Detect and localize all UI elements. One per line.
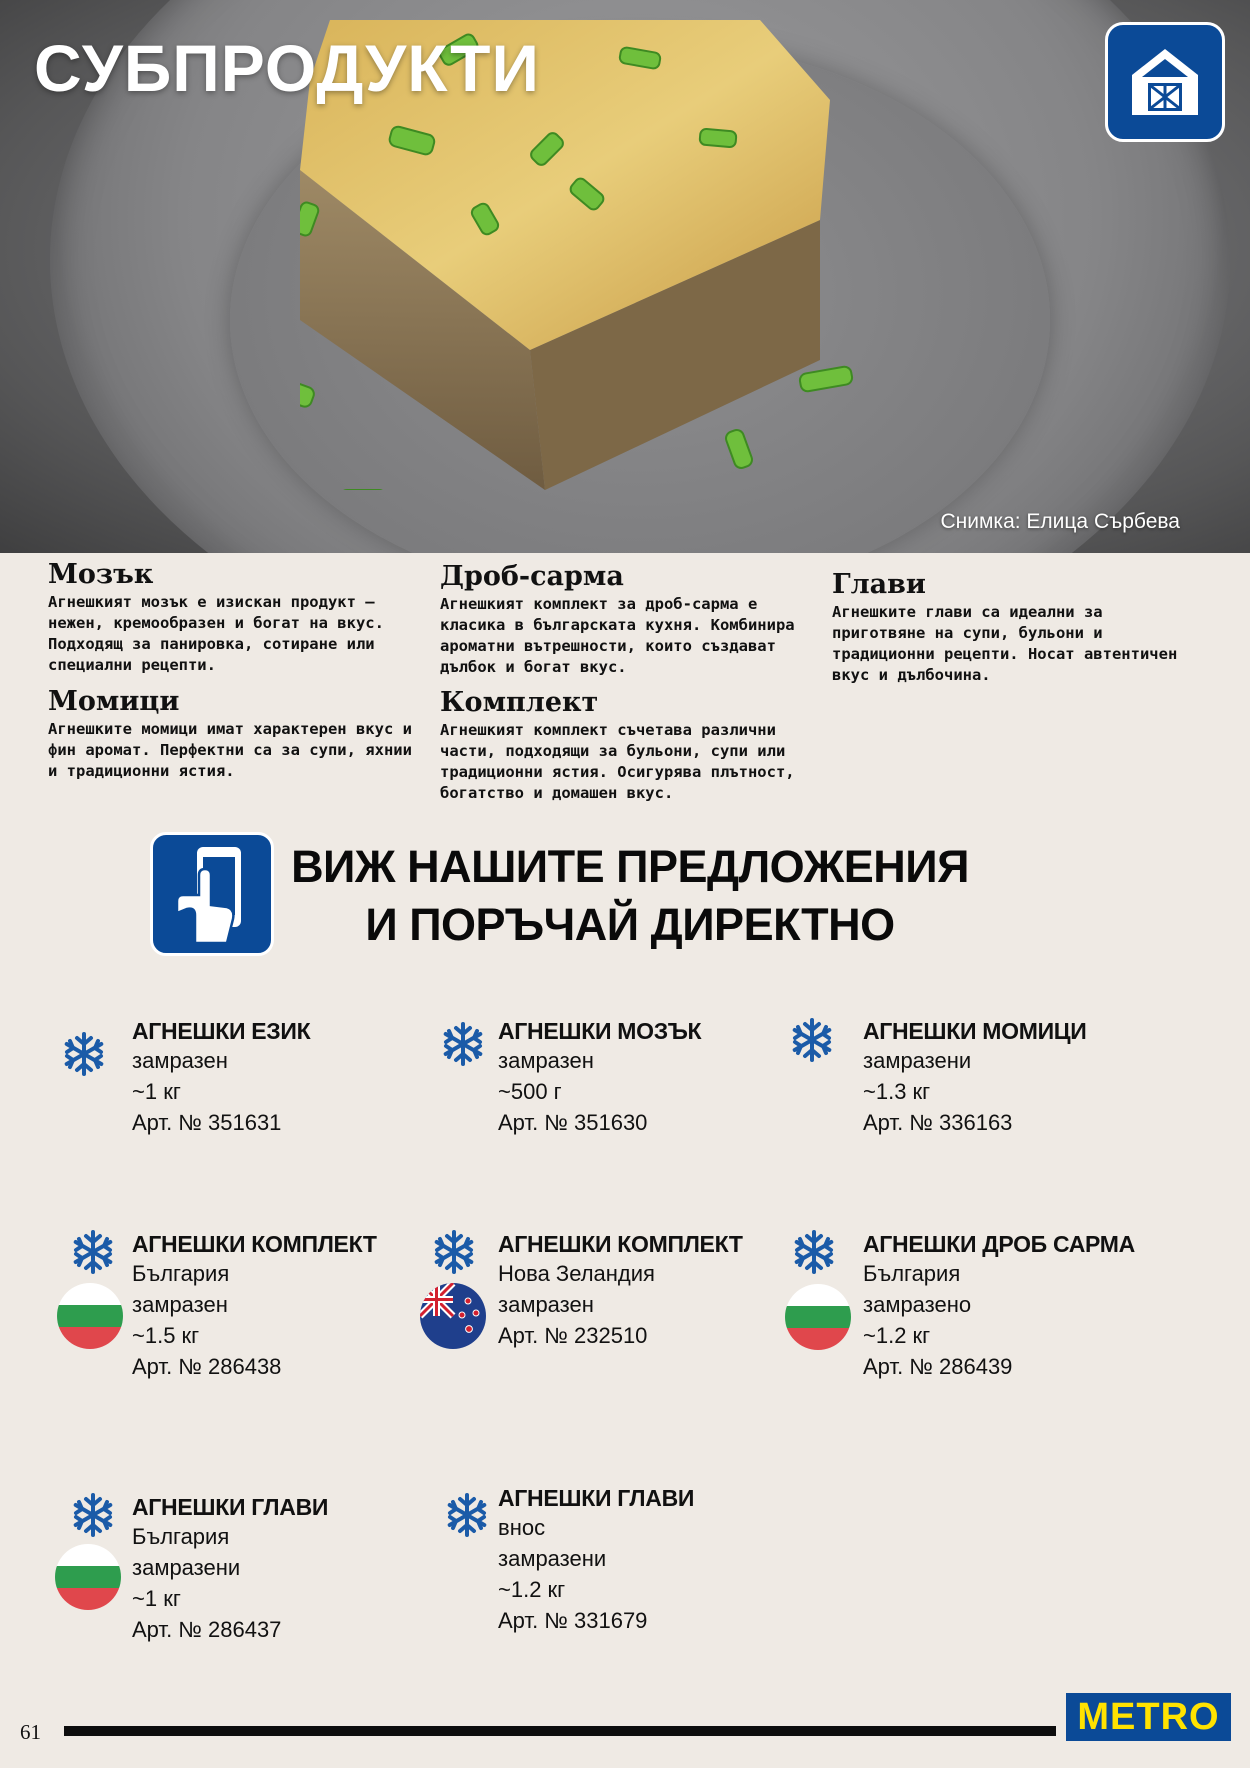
product-detail: България bbox=[132, 1261, 230, 1286]
product-lamb-brain bbox=[498, 1017, 701, 1138]
product-detail: замразени bbox=[863, 1048, 972, 1073]
product-name: АГНЕШКИ ГЛАВИ bbox=[498, 1485, 695, 1511]
product-detail: Арт. № 286438 bbox=[132, 1354, 282, 1379]
product-detail: ~1 кг bbox=[132, 1079, 181, 1104]
frozen-snowflake-icon bbox=[792, 1230, 836, 1274]
frozen-snowflake-icon bbox=[71, 1230, 115, 1274]
product-detail: Арт. № 286439 bbox=[863, 1354, 1013, 1379]
product-lamb-heads-import bbox=[498, 1484, 694, 1636]
frozen-snowflake-icon bbox=[62, 1032, 106, 1076]
order-cta bbox=[290, 838, 970, 954]
new-zealand-flag-icon bbox=[420, 1283, 486, 1349]
product-detail: Арт. № 351631 bbox=[132, 1110, 282, 1135]
product-detail: замразен bbox=[132, 1048, 228, 1073]
product-detail: замразено bbox=[863, 1292, 972, 1317]
frozen-snowflake-icon bbox=[790, 1018, 834, 1062]
desc-sweetbreads bbox=[48, 687, 413, 782]
frozen-snowflake-icon bbox=[441, 1022, 485, 1066]
desc-drob-sarma bbox=[440, 562, 805, 678]
product-detail: Арт. № 286437 bbox=[132, 1617, 282, 1642]
product-detail: внос bbox=[498, 1515, 546, 1540]
product-name: АГНЕШКИ МОМИЦИ bbox=[863, 1018, 1087, 1044]
product-detail: Арт. № 351630 bbox=[498, 1110, 648, 1135]
bulgaria-flag-icon bbox=[55, 1544, 121, 1610]
order-cta-line2: И ПОРЪЧАЙ ДИРЕКТНО bbox=[365, 899, 895, 950]
hero-image bbox=[0, 0, 1250, 553]
desc-heading: Дроб-сарма bbox=[440, 561, 624, 592]
barn-badge bbox=[1105, 22, 1225, 142]
page-number: 61 bbox=[20, 1720, 41, 1744]
product-detail: ~1.3 кг bbox=[863, 1079, 931, 1104]
desc-text: Агнешките момици имат характерен вкус и фин аромат. Перфектни са за супи, яхнии и традиционни ястия. bbox=[48, 720, 412, 780]
product-detail: България bbox=[863, 1261, 961, 1286]
product-detail: Арт. № 331679 bbox=[498, 1608, 648, 1633]
product-detail: замразен bbox=[498, 1048, 594, 1073]
desc-text: Агнешкият мозък е изискан продукт – нежен, кремообразен и богат на вкус. Подходящ за панировка, сотиране или специални рецепти. bbox=[48, 593, 384, 674]
product-detail: България bbox=[132, 1524, 230, 1549]
metro-logo bbox=[1066, 1693, 1231, 1741]
product-detail: замразени bbox=[498, 1546, 607, 1571]
phone-tap-icon bbox=[165, 845, 261, 945]
product-detail: замразен bbox=[498, 1292, 594, 1317]
product-lamb-sweetbreads bbox=[863, 1017, 1087, 1138]
product-lamb-set-bg bbox=[132, 1230, 377, 1382]
product-detail: ~1 кг bbox=[132, 1586, 181, 1611]
product-name: АГНЕШКИ МОЗЪК bbox=[498, 1018, 702, 1044]
footer-divider bbox=[64, 1726, 1056, 1736]
desc-heading: Момици bbox=[48, 686, 180, 717]
order-badge[interactable] bbox=[150, 832, 274, 956]
product-lamb-drob-sarma bbox=[863, 1230, 1135, 1382]
desc-heads bbox=[832, 570, 1197, 686]
desc-text: Агнешкият комплект за дроб-сарма е класика в българската кухня. Комбинира ароматни вътрешности, които създават дълбок и богат вкус. bbox=[440, 595, 795, 676]
barn-icon bbox=[1128, 45, 1202, 119]
bulgaria-flag-icon bbox=[785, 1284, 851, 1350]
frozen-snowflake-icon bbox=[445, 1493, 489, 1537]
desc-heading: Комплект bbox=[440, 687, 599, 718]
product-detail: Арт. № 232510 bbox=[498, 1323, 648, 1348]
metro-logo-text: METRO bbox=[1077, 1695, 1220, 1738]
frozen-snowflake-icon bbox=[432, 1230, 476, 1274]
product-name: АГНЕШКИ ЕЗИК bbox=[132, 1018, 311, 1044]
product-detail: ~1.2 кг bbox=[863, 1323, 931, 1348]
product-name: АГНЕШКИ КОМПЛЕКТ bbox=[132, 1231, 377, 1257]
product-lamb-set-nz bbox=[498, 1230, 743, 1351]
product-lamb-heads-bg bbox=[132, 1493, 328, 1645]
product-detail: Нова Зеландия bbox=[498, 1261, 655, 1286]
product-lamb-tongue bbox=[132, 1017, 310, 1138]
desc-heading: Мозък bbox=[48, 559, 154, 590]
product-detail: замразени bbox=[132, 1555, 241, 1580]
product-name: АГНЕШКИ ДРОБ САРМА bbox=[863, 1231, 1135, 1257]
page-title: СУБПРОДУКТИ bbox=[34, 31, 540, 105]
desc-text: Агнешкият комплект съчетава различни части, подходящи за бульони, супи или традиционни ястия. Осигурява плътност, богатство и домашен вкус. bbox=[440, 721, 795, 802]
desc-brain bbox=[48, 560, 413, 676]
product-detail: замразен bbox=[132, 1292, 228, 1317]
order-cta-line1: ВИЖ НАШИТЕ ПРЕДЛОЖЕНИЯ bbox=[291, 841, 969, 892]
product-name: АГНЕШКИ ГЛАВИ bbox=[132, 1494, 329, 1520]
frozen-snowflake-icon bbox=[71, 1493, 115, 1537]
product-detail: ~1.2 кг bbox=[498, 1577, 566, 1602]
desc-heading: Глави bbox=[832, 569, 926, 600]
product-detail: Арт. № 336163 bbox=[863, 1110, 1013, 1135]
bulgaria-flag-icon bbox=[57, 1283, 123, 1349]
product-name: АГНЕШКИ КОМПЛЕКТ bbox=[498, 1231, 743, 1257]
desc-set bbox=[440, 688, 805, 804]
product-detail: ~500 г bbox=[498, 1079, 562, 1104]
product-detail: ~1.5 кг bbox=[132, 1323, 200, 1348]
photo-credit: Снимка: Елица Сърбева bbox=[940, 510, 1180, 533]
desc-text: Агнешките глави са идеални за приготвяне на супи, бульони и традиционни рецепти. Носат автентичен вкус и дълбочина. bbox=[832, 603, 1178, 684]
